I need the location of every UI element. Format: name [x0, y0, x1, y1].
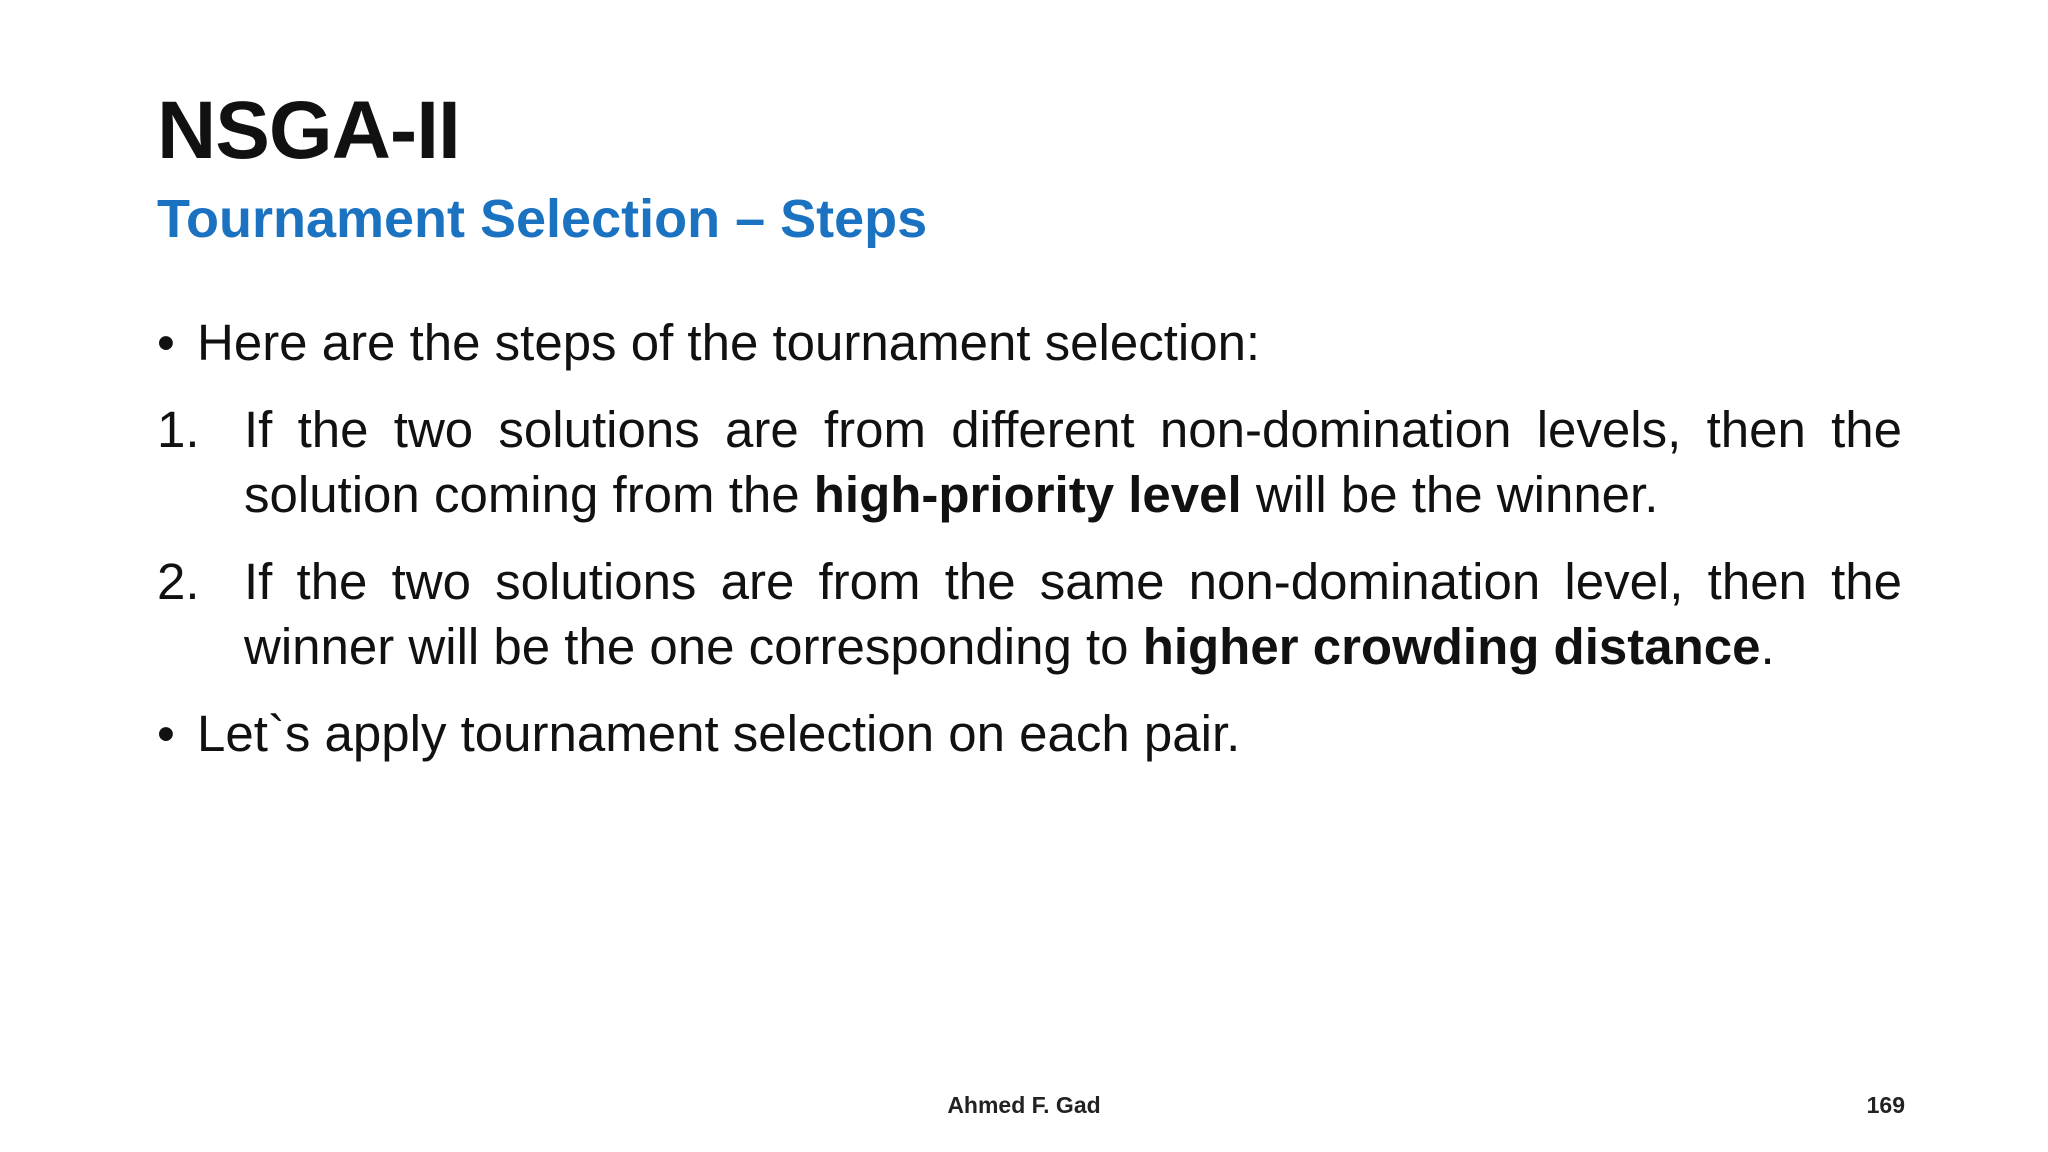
slide-title: NSGA-II	[157, 85, 460, 176]
step-number: 2.	[157, 553, 200, 610]
step-text-bold: higher crowding distance	[1142, 618, 1761, 675]
bullet-intro	[157, 310, 1902, 375]
step-item-1	[157, 397, 1902, 527]
step-text	[244, 397, 1902, 527]
bullet-marker: •	[157, 705, 175, 762]
step-item-2	[157, 549, 1902, 679]
step-text-after: will be the winner.	[1241, 466, 1659, 523]
bullet-marker: •	[157, 314, 175, 371]
step-text-before: If the two solutions are from different non-domination levels, then the solution coming from the	[244, 401, 1902, 523]
step-text-before: If the two solutions are from the same non-domination level, then the winner will be the one corresponding to	[244, 553, 1902, 675]
step-text-bold: high-priority level	[813, 466, 1242, 523]
step-number: 1.	[157, 401, 200, 458]
slide-body	[157, 310, 1902, 766]
slide-subtitle: Tournament Selection – Steps	[157, 189, 928, 249]
bullet-closing	[157, 701, 1902, 766]
footer-author: Ahmed F. Gad	[947, 1092, 1101, 1118]
step-text-after: .	[1760, 618, 1775, 675]
footer-page-number: 169	[1866, 1092, 1905, 1118]
bullet-intro-text: Here are the steps of the tournament selection:	[197, 314, 1261, 371]
bullet-closing-text: Let`s apply tournament selection on each pair.	[197, 705, 1241, 762]
step-text	[244, 549, 1902, 679]
